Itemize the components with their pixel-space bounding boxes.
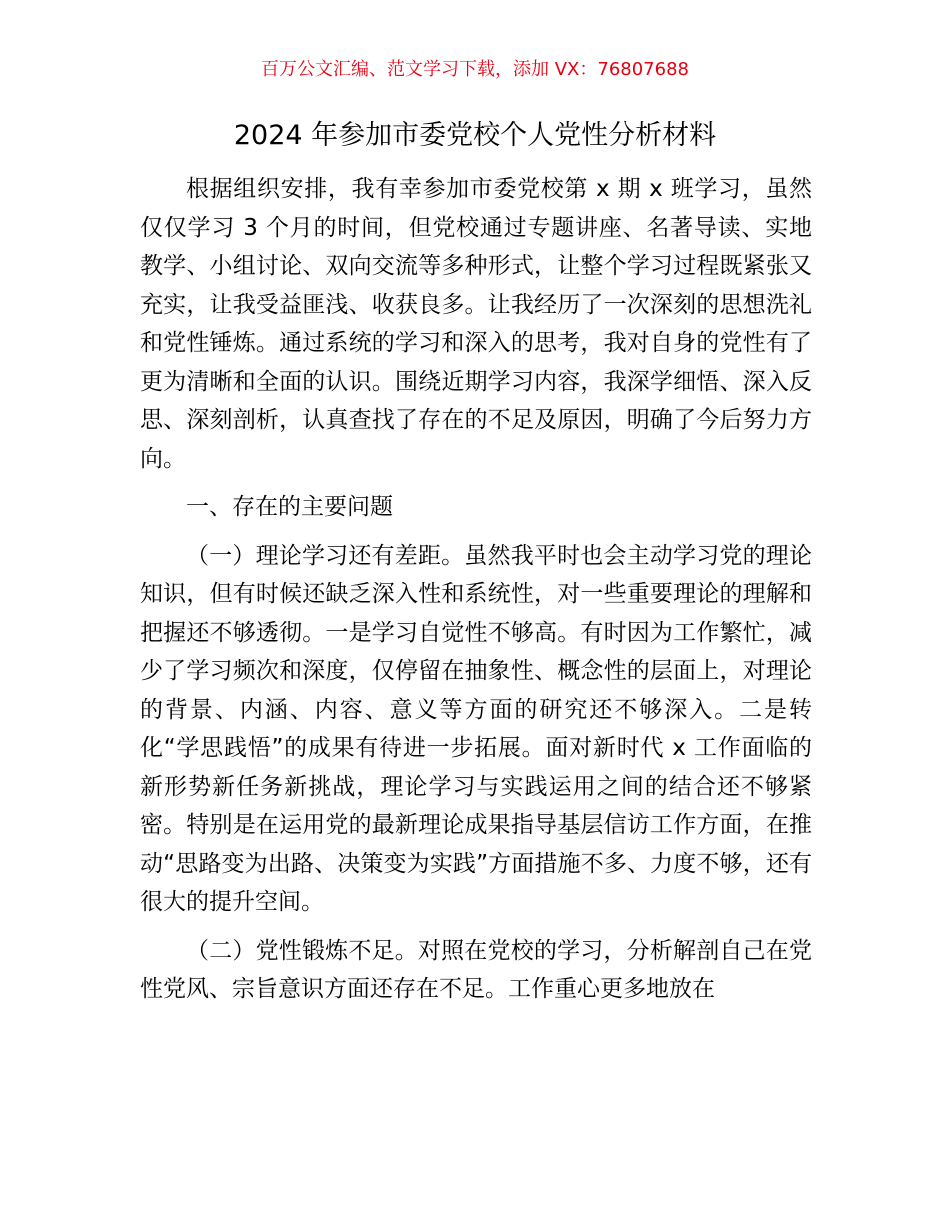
document-title: 2024 年参加市委党校个人党性分析材料 [233,120,717,151]
subsection-paragraph-1: （一）理论学习还有差距。虽然我平时也会主动学习党的理论知识，但有时候还缺乏深入性和系统性，对一些重要理论的理解和把握还不够透彻。一是学习自觉性不够高。有时因为工作繁忙，减少了学习频次和深度，仅停留在抽象性、概念性的层面上，对理论的背景、内涵、内容、意义等方面的研究还不够深入。二是转化“学思践悟”的成果有待进一步拓展。面对新时代 x 工作面临的新形势新任务新挑战，理论学习与实践运用之间的结合还不够紧密。特别是在运用党的最新理论成果指导基层信访工作方面，在推动“思路变为出路、决策变为实践”方面措施不多、力度不够，还有很大的提升空间。 [140,542,812,915]
subsection-paragraph-2: （二）党性锻炼不足。对照在党校的学习，分析解剖自己在党性党风、宗旨意识方面还存在不足。工作重心更多地放在 [140,937,812,1002]
section-heading: 一、存在的主要问题 [186,494,393,520]
promo-banner: 百万公文汇编、范文学习下载，添加 VX：76807688 [261,59,689,80]
intro-paragraph: 根据组织安排，我有幸参加市委党校第 x 期 x 班学习，虽然仅仅学习 3 个月的时间，但党校通过专题讲座、名著导读、实地教学、小组讨论、双向交流等多种形式，让整个学习过程既紧张又充实，让我受益匪浅、收获良多。让我经历了一次深刻的思想洗礼和党性锤炼。通过系统的学习和深入的思考，我对自身的党性有了更为清晰和全面的认识。围绕近期学习内容，我深学细悟、深入反思、深刻剖析，认真查找了存在的不足及原因，明确了今后努力方向。 [140,176,812,472]
document-body [140,170,812,1019]
